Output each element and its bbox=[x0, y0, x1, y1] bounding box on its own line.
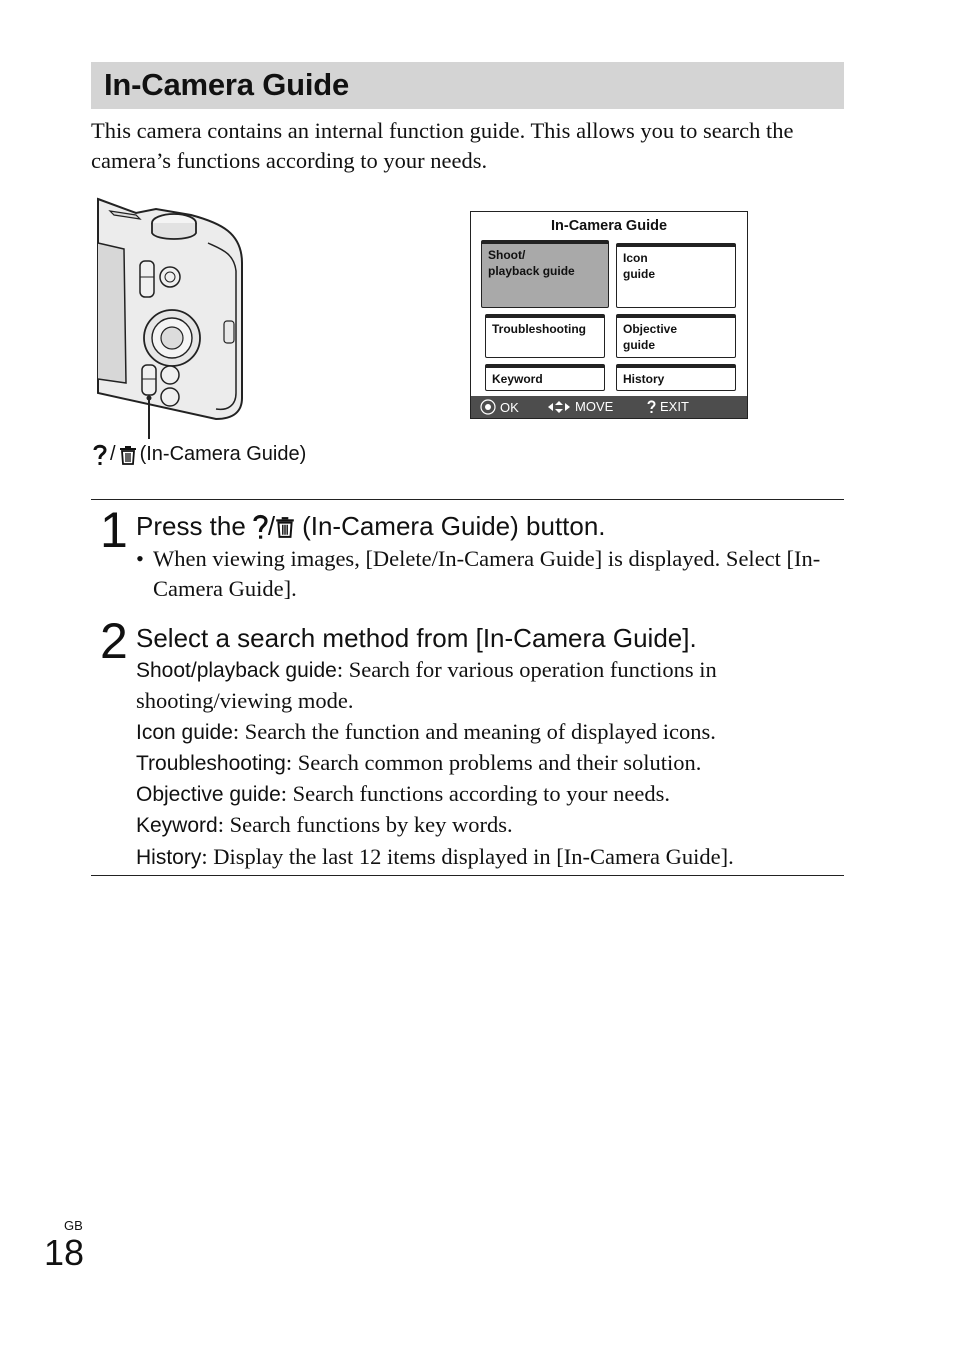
definition-desc: : Search for various operation functions in shooting/viewing mode. bbox=[136, 657, 717, 714]
step-2-title: Select a search method from [In-Camera Guide]. bbox=[136, 623, 697, 653]
tile-label: History bbox=[623, 372, 665, 386]
tile-label: Troubleshooting bbox=[492, 322, 586, 336]
definition-icon-guide bbox=[136, 717, 836, 748]
intro-paragraph: This camera contains an internal function guide. This allows you to search the camera’s functions according to your needs. bbox=[91, 118, 794, 173]
definition-term: Icon guide bbox=[136, 720, 233, 744]
section-title: In-Camera Guide bbox=[104, 67, 350, 102]
definition-troubleshooting bbox=[136, 748, 836, 779]
screen-button-bar bbox=[471, 396, 747, 418]
step-1-title-after: (In-Camera Guide) button. bbox=[302, 511, 606, 541]
definition-desc: : Search functions by key words. bbox=[217, 812, 513, 838]
trash-icon bbox=[119, 445, 137, 465]
definition-desc: : Search functions according to your needs. bbox=[280, 781, 671, 807]
definition-keyword bbox=[136, 810, 836, 841]
search-method-definitions bbox=[136, 655, 836, 873]
bar-exit-label: EXIT bbox=[660, 399, 689, 414]
question-icon bbox=[253, 514, 268, 540]
definition-desc: : Display the last 12 items displayed in [In-Camera Guide]. bbox=[201, 843, 734, 869]
step-1-title-separator: / bbox=[267, 511, 276, 541]
camera-caption bbox=[93, 443, 306, 466]
screen-title: In-Camera Guide bbox=[550, 218, 668, 234]
definition-history bbox=[136, 842, 836, 873]
bar-ok bbox=[480, 399, 519, 415]
definition-desc: : Search the function and meaning of displayed icons. bbox=[232, 718, 716, 744]
bar-move bbox=[547, 399, 613, 414]
tile-label: guide bbox=[623, 267, 655, 281]
bar-move-label: MOVE bbox=[575, 399, 614, 414]
section-header bbox=[91, 62, 844, 109]
step-1-title bbox=[136, 511, 606, 542]
tile-label: guide bbox=[623, 338, 655, 352]
question-icon bbox=[647, 400, 656, 414]
definition-shoot-playback-guide bbox=[136, 655, 836, 717]
tile-shoot-playback-guide bbox=[481, 240, 609, 308]
definition-term: History bbox=[136, 845, 202, 869]
step-1-number: 1 bbox=[100, 502, 128, 558]
definition-term: Troubleshooting bbox=[136, 751, 286, 775]
tile-label: Objective bbox=[623, 322, 678, 336]
tile-label: playback guide bbox=[488, 264, 575, 278]
question-icon bbox=[93, 444, 107, 466]
control-wheel-icon bbox=[480, 399, 496, 415]
tile-label: Icon bbox=[623, 251, 648, 265]
guide-screen-mockup bbox=[470, 211, 748, 419]
definition-term: Shoot/playback guide bbox=[136, 659, 337, 682]
definition-objective-guide bbox=[136, 779, 836, 810]
step-1-title-before: Press the bbox=[136, 511, 246, 541]
step-1-bullet-text: When viewing images, [Delete/In-Camera Guide] is displayed. Select [In-Camera Guide]. bbox=[153, 546, 821, 601]
divider-top bbox=[91, 499, 844, 500]
camera-illustration bbox=[96, 193, 246, 441]
tile-troubleshooting bbox=[485, 314, 605, 358]
step-1-bullet bbox=[136, 544, 836, 604]
divider-bottom bbox=[91, 875, 844, 876]
caption-text: (In-Camera Guide) bbox=[139, 443, 307, 465]
tile-icon-guide bbox=[616, 243, 736, 308]
definition-term: Objective guide bbox=[136, 783, 281, 807]
tile-history bbox=[616, 364, 736, 391]
trash-icon bbox=[275, 516, 295, 538]
tile-keyword bbox=[485, 364, 605, 391]
region-label: GB bbox=[64, 1218, 83, 1233]
definition-desc: : Search common problems and their solution. bbox=[285, 749, 702, 775]
tile-label: Keyword bbox=[492, 372, 543, 386]
bullet-dot: • bbox=[136, 546, 144, 571]
page-number: 18 bbox=[44, 1232, 85, 1273]
bar-ok-label: OK bbox=[500, 399, 519, 415]
step-2-number: 2 bbox=[100, 613, 128, 669]
bar-exit bbox=[647, 399, 689, 414]
tile-objective-guide bbox=[616, 314, 736, 358]
move-arrows-icon bbox=[547, 400, 571, 414]
definition-term: Keyword bbox=[136, 814, 218, 838]
caption-separator: / bbox=[110, 443, 116, 465]
tile-label: Shoot/ bbox=[488, 248, 526, 262]
